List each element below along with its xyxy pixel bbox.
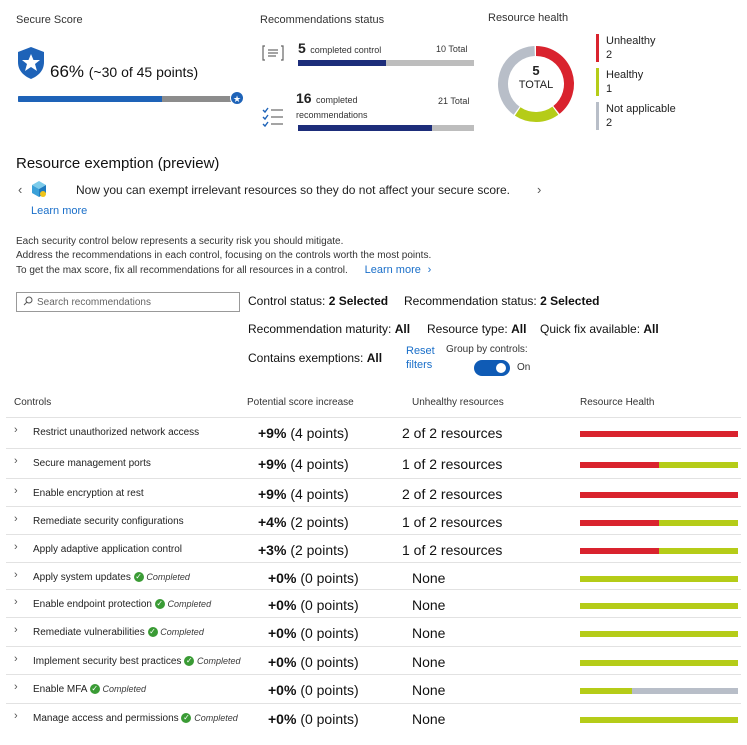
score-increase-points: (0 points): [300, 682, 359, 698]
health-segment-healthy: [580, 688, 632, 694]
unhealthy-resources: None: [412, 597, 446, 613]
header-resource-health[interactable]: Resource Health: [580, 397, 655, 408]
score-increase-points: (4 points): [290, 456, 349, 472]
row-divider: [6, 589, 741, 590]
filter-rec-status-value: 2 Selected: [540, 294, 600, 308]
cube-icon: [30, 180, 48, 198]
completed-badge: Completed: [160, 627, 204, 637]
recs-progress-bar: [298, 125, 474, 131]
legend-na-count: 2: [606, 117, 613, 129]
reset-filters-label-2: filters: [406, 359, 433, 371]
resource-health-bar: [580, 576, 738, 582]
filter-control-status-value: 2 Selected: [328, 294, 389, 308]
row-divider: [6, 534, 741, 535]
recommendations-status-title: Recommendations status: [260, 14, 385, 26]
filter-exemptions-label: Contains exemptions:: [248, 351, 364, 365]
control-name[interactable]: Secure management ports: [33, 458, 151, 469]
row-divider: [6, 506, 741, 507]
search-icon: [23, 296, 33, 309]
unhealthy-resources: 1 of 2 resources: [402, 542, 503, 558]
description-learn-more-link[interactable]: Learn more: [364, 264, 421, 276]
health-segment-healthy: [659, 520, 738, 526]
score-increase-percent: +0%: [268, 625, 297, 641]
secure-score-title: Secure Score: [16, 14, 83, 26]
exemption-title: Resource exemption (preview): [16, 155, 220, 172]
filter-rec-status-label: Recommendation status:: [404, 294, 537, 308]
legend-healthy-label: Healthy: [606, 69, 644, 81]
description-line-2: Address the recommendations in each control, focusing on the controls worth the most points.: [16, 250, 432, 261]
chevron-right-icon[interactable]: ›: [14, 624, 18, 636]
control-name[interactable]: Manage access and permissions: [33, 713, 179, 724]
search-placeholder: Search recommendations: [37, 296, 151, 308]
filter-quick-fix-value: All: [643, 322, 659, 336]
controls-progress-bar: [298, 60, 474, 66]
unhealthy-resources: None: [412, 654, 446, 670]
chevron-right-icon[interactable]: ›: [14, 596, 18, 608]
table-row[interactable]: [0, 649, 747, 675]
score-increase-percent: +0%: [268, 654, 297, 670]
score-increase-points: (2 points): [290, 542, 349, 558]
controls-total: 10 Total: [436, 44, 468, 54]
check-circle-icon: ✓: [149, 627, 156, 637]
unhealthy-resources: None: [412, 682, 446, 698]
group-by-controls-state: On: [517, 362, 531, 373]
control-name[interactable]: Apply adaptive application control: [33, 544, 182, 555]
completed-recs-label-1: completed: [316, 95, 358, 105]
resource-health-bar: [580, 462, 738, 468]
resource-health-title: Resource health: [488, 12, 569, 24]
star-icon: ★: [230, 91, 244, 105]
row-divider: [6, 703, 741, 704]
filter-resource-type-label: Resource type:: [427, 322, 508, 336]
header-unhealthy-resources[interactable]: Unhealthy resources: [412, 397, 504, 408]
row-divider: [6, 646, 741, 647]
resource-health-bar: [580, 603, 738, 609]
filter-contains-exemptions[interactable]: [248, 351, 382, 365]
resource-health-bar: [580, 548, 738, 554]
filter-maturity-value: All: [394, 322, 411, 336]
filter-control-status[interactable]: [248, 294, 388, 308]
control-name[interactable]: Apply system updates: [33, 572, 131, 583]
completed-recs-label-2: recommendations: [296, 110, 368, 120]
score-increase-points: (0 points): [300, 625, 359, 641]
chevron-right-icon[interactable]: ›: [14, 513, 18, 525]
filter-quick-fix[interactable]: [540, 322, 659, 336]
chevron-right-icon[interactable]: ›: [14, 455, 18, 467]
table-row[interactable]: [0, 451, 747, 477]
row-divider: [6, 417, 741, 418]
legend-not-applicable: [596, 102, 676, 130]
health-segment-healthy: [580, 576, 738, 582]
resource-health-bar: [580, 717, 738, 723]
filter-exemptions-value: All: [366, 351, 383, 365]
score-increase-percent: +9%: [258, 425, 287, 441]
filter-resource-type[interactable]: [427, 322, 526, 336]
health-segment-healthy: [580, 631, 738, 637]
health-segment-na: [632, 688, 738, 694]
description-line-1: Each security control below represents a security risk you should mitigate.: [16, 236, 344, 247]
control-name[interactable]: Remediate security configurations: [33, 516, 184, 527]
score-increase-percent: +0%: [268, 597, 297, 613]
completed-recs-count: 16: [296, 90, 312, 106]
chevron-right-icon[interactable]: ›: [14, 541, 18, 553]
description-line-3: To get the max score, fix all recommendations for all resources in a control.: [16, 265, 348, 276]
resource-health-bar: [580, 492, 738, 498]
legend-na-label: Not applicable: [606, 103, 676, 115]
table-row[interactable]: [0, 565, 747, 591]
control-name[interactable]: Enable endpoint protection: [33, 599, 152, 610]
completed-badge: Completed: [102, 684, 147, 694]
row-divider: [6, 562, 741, 563]
row-divider: [6, 448, 741, 449]
group-by-controls-toggle[interactable]: [474, 360, 510, 376]
donut-total-label: TOTAL: [518, 79, 554, 91]
chevron-left-icon[interactable]: ‹: [18, 182, 23, 197]
score-increase-percent: +0%: [268, 570, 297, 586]
health-segment-healthy: [659, 462, 738, 468]
health-segment-healthy: [580, 603, 738, 609]
secure-score-percent: 66%: [50, 62, 85, 81]
chevron-right-icon[interactable]: ›: [14, 653, 18, 665]
control-name[interactable]: Enable MFA: [33, 684, 87, 695]
unhealthy-resources: None: [412, 570, 446, 586]
health-segment-unhealthy: [580, 548, 659, 554]
legend-unhealthy: [596, 34, 676, 62]
check-circle-icon: ✓: [185, 656, 193, 666]
control-name[interactable]: Implement security best practices: [33, 656, 182, 667]
unhealthy-resources: 1 of 2 resources: [402, 514, 503, 530]
donut-total-number: 5: [532, 63, 540, 78]
group-by-controls-label: Group by controls:: [446, 344, 528, 355]
score-increase-percent: +0%: [268, 682, 297, 698]
chevron-right-icon[interactable]: ›: [14, 569, 18, 581]
exemption-learn-more-link[interactable]: Learn more: [31, 205, 88, 217]
resource-health-bar: [580, 631, 738, 637]
check-circle-icon: ✓: [183, 713, 190, 723]
header-potential-score-increase[interactable]: Potential score increase: [247, 397, 354, 408]
health-segment-healthy: [580, 717, 738, 723]
unhealthy-resources: 1 of 2 resources: [402, 456, 503, 472]
health-segment-unhealthy: [580, 462, 659, 468]
completed-badge: Completed: [167, 599, 212, 609]
chevron-right-icon[interactable]: ›: [537, 182, 542, 197]
filter-resource-type-value: All: [511, 322, 527, 336]
header-controls[interactable]: Controls: [14, 397, 52, 408]
completed-controls-count: 5: [298, 40, 306, 56]
row-divider: [6, 478, 741, 479]
score-increase-percent: +9%: [258, 456, 287, 472]
control-name[interactable]: Enable encryption at rest: [33, 488, 144, 499]
table-row[interactable]: [0, 481, 747, 507]
filter-maturity-label: Recommendation maturity:: [248, 322, 392, 336]
reset-filters-label-1: Reset: [406, 345, 435, 357]
reset-filters-link[interactable]: [406, 344, 435, 372]
unhealthy-resources: 2 of 2 resources: [402, 486, 503, 502]
check-circle-icon: ✓: [156, 599, 164, 609]
health-segment-unhealthy: [580, 520, 659, 526]
table-row[interactable]: [0, 420, 747, 446]
score-increase-percent: +9%: [258, 486, 287, 502]
score-increase-points: (2 points): [290, 514, 349, 530]
score-increase-percent: +0%: [268, 711, 297, 727]
health-segment-healthy: [659, 548, 738, 554]
recs-total: 21 Total: [438, 96, 470, 106]
donut-segment-healthy: [518, 111, 556, 117]
chevron-right-small-icon[interactable]: ›: [427, 264, 432, 276]
check-circle-icon: ✓: [91, 684, 99, 694]
filter-recommendation-status[interactable]: [404, 294, 599, 308]
table-row[interactable]: [0, 620, 747, 646]
score-increase-points: (4 points): [290, 486, 349, 502]
filter-quick-fix-label: Quick fix available:: [540, 322, 641, 336]
resource-health-bar: [580, 660, 738, 666]
checklist-icon: [262, 106, 284, 128]
resource-health-bar: [580, 688, 738, 694]
table-row[interactable]: [0, 592, 747, 618]
unhealthy-resources: None: [412, 625, 446, 641]
legend-unhealthy-count: 2: [606, 49, 613, 61]
score-increase-percent: +4%: [258, 514, 287, 530]
check-circle-icon: ✓: [135, 572, 142, 582]
secure-score-detail: (~30 of 45 points): [88, 64, 199, 80]
list-document-icon: [262, 44, 284, 62]
health-segment-unhealthy: [580, 492, 738, 498]
chevron-right-icon[interactable]: ›: [14, 710, 18, 722]
resource-health-bar: [580, 431, 738, 437]
search-input[interactable]: [16, 292, 240, 312]
completed-badge: Completed: [196, 656, 241, 666]
legend-healthy-count: 1: [606, 83, 613, 95]
exemption-message: Now you can exempt irrelevant resources so they do not affect your secure score.: [76, 183, 510, 197]
health-segment-healthy: [580, 660, 738, 666]
secure-score-bar: [18, 96, 236, 102]
completed-badge: Completed: [146, 572, 190, 582]
chevron-right-icon[interactable]: ›: [14, 485, 18, 497]
resource-health-bar: [580, 520, 738, 526]
table-row[interactable]: [0, 706, 747, 732]
score-increase-points: (0 points): [300, 711, 359, 727]
row-divider: [6, 617, 741, 618]
score-increase-points: (0 points): [300, 570, 359, 586]
completed-badge: Completed: [194, 713, 238, 723]
score-increase-points: (4 points): [290, 425, 349, 441]
filter-control-status-label: Control status:: [248, 294, 326, 308]
unhealthy-resources: 2 of 2 resources: [402, 425, 503, 441]
shield-icon: [16, 46, 46, 80]
control-name[interactable]: Remediate vulnerabilities: [33, 627, 145, 638]
filter-recommendation-maturity[interactable]: [248, 322, 410, 336]
health-segment-unhealthy: [580, 431, 738, 437]
score-increase-percent: +3%: [258, 542, 287, 558]
unhealthy-resources: None: [412, 711, 446, 727]
completed-controls-label: completed control: [310, 45, 382, 55]
table-row[interactable]: [0, 537, 747, 563]
chevron-right-icon[interactable]: ›: [14, 424, 18, 436]
donut-center: [510, 64, 562, 92]
control-name[interactable]: Restrict unauthorized network access: [33, 427, 200, 438]
legend-healthy: [596, 68, 676, 96]
chevron-right-icon[interactable]: ›: [14, 681, 18, 693]
table-row[interactable]: [0, 677, 747, 703]
score-increase-points: (0 points): [300, 654, 359, 670]
score-increase-points: (0 points): [300, 597, 359, 613]
table-row[interactable]: [0, 509, 747, 535]
row-divider: [6, 674, 741, 675]
legend-unhealthy-label: Unhealthy: [606, 35, 656, 47]
